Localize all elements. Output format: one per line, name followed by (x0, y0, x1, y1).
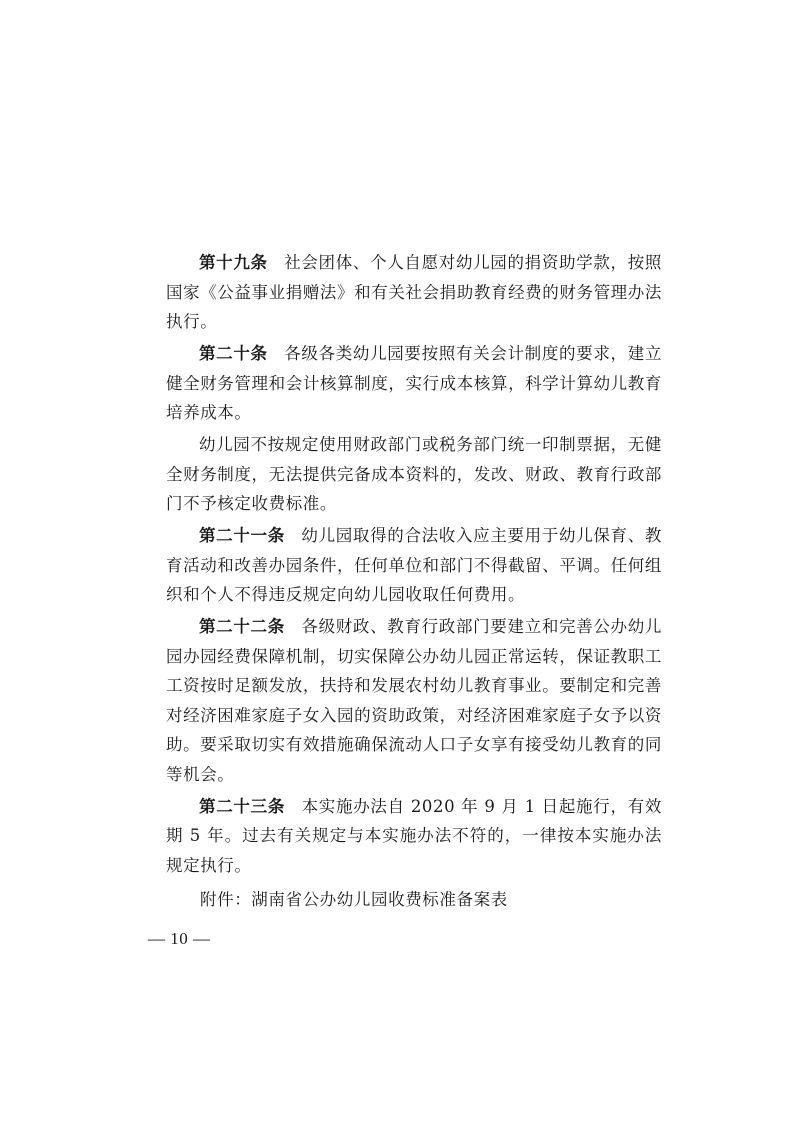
article-23 (166, 792, 662, 881)
article-19 (166, 248, 662, 337)
document-body (166, 248, 662, 883)
article-title: 第二十一条 (199, 526, 285, 545)
article-22 (166, 612, 662, 789)
attachment-note: 附件：湖南省公办幼儿园收费标准备案表 (200, 890, 508, 909)
article-title: 第十九条 (199, 253, 268, 272)
article-title: 第二十三条 (199, 796, 286, 816)
article-text: 幼儿园不按规定使用财政部门或税务部门统一印制票据，无健全财务制度，无法提供完备成本资料的，发改、财政、教育行政部门不予核定收费标准。 (166, 435, 662, 513)
article-20 (166, 339, 662, 428)
article-title: 第二十二条 (199, 617, 285, 636)
article-text: 社会团体、个人自愿对幼儿园的捐资助学款，按照国家《公益事业捐赠法》和有关社会捐助教育经费的财务管理办法执行。 (166, 253, 662, 331)
article-text: 本实施办法自 2020 年 9 月 1 日起施行，有效期 5 年。过去有关规定与本实施办法不符的，一律按本实施办法规定执行。 (166, 796, 663, 875)
article-title: 第二十条 (199, 344, 268, 363)
article-20-paragraph-2 (166, 430, 662, 519)
article-21 (166, 521, 662, 610)
page-number: — 10 — (148, 929, 211, 948)
article-text: 幼儿园取得的合法收入应主要用于幼儿保育、教育活动和改善办园条件，任何单位和部门不得截留、平调。任何组织和个人不得违反规定向幼儿园收取任何费用。 (166, 526, 663, 604)
article-text: 各级财政、教育行政部门要建立和完善公办幼儿园办园经费保障机制，切实保障公办幼儿园正常运转，保证教职工工资按时足额发放，扶持和发展农村幼儿教育事业。要制定和完善对经济困难家庭子女入园的资助政策，对经济困难家庭子女予以资助。要采取切实有效措施确保流动人口子女享有接受幼儿教育的同等机会。 (166, 617, 663, 784)
article-text: 各级各类幼儿园要按照有关会计制度的要求，建立健全财务管理和会计核算制度，实行成本核算，科学计算幼儿教育培养成本。 (166, 344, 662, 422)
